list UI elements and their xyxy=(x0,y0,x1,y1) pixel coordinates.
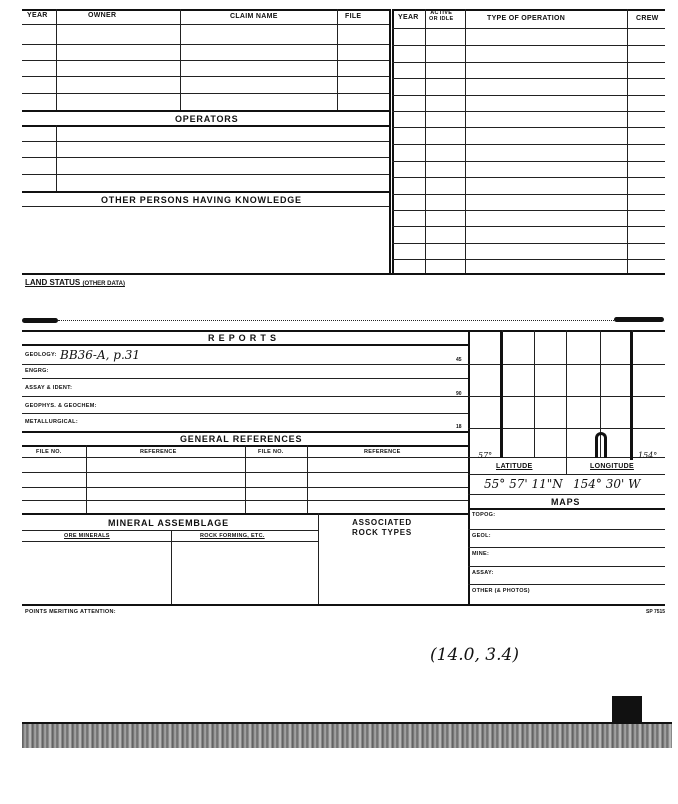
latitude-marker xyxy=(500,332,503,458)
report-code-geology: 45 xyxy=(456,357,462,363)
longitude-value: 154° 30' W xyxy=(573,477,641,491)
mineral-assemblage-heading: MINERAL ASSEMBLAGE xyxy=(108,518,229,528)
land-status-label: LAND STATUS xyxy=(25,278,81,287)
ref-col-reference-2: REFERENCE xyxy=(364,449,401,455)
maps-row-mine: MINE: xyxy=(472,551,490,557)
location-pin-icon xyxy=(595,432,607,458)
maps-row-topog: TOPOG: xyxy=(472,512,496,518)
ops-col-active xyxy=(429,10,453,22)
ops-col-year: YEAR xyxy=(398,14,419,21)
maps-row-assay: ASSAY: xyxy=(472,570,494,576)
ops-col-active-line2: OR IDLE xyxy=(429,16,454,22)
ref-col-file-no-2: FILE NO. xyxy=(258,449,284,455)
associated-line1: ASSOCIATED xyxy=(352,518,412,527)
report-value-geology: BB36-A, p.31 xyxy=(60,348,141,362)
points-meriting-attention: POINTS MERITING ATTENTION: xyxy=(25,609,116,615)
ref-col-reference-1: REFERENCE xyxy=(140,449,177,455)
handwritten-coordinates: (14.0, 3.4) xyxy=(430,645,519,665)
latitude-value: 55° 57' 11"N xyxy=(484,477,563,491)
latitude-label: LATITUDE xyxy=(496,463,533,470)
land-status xyxy=(25,278,125,287)
claims-col-file: FILE xyxy=(345,13,362,20)
longitude-marker xyxy=(630,332,633,460)
general-references-heading: GENERAL REFERENCES xyxy=(180,434,303,444)
reports-heading: R E P O R T S xyxy=(208,333,277,343)
ops-col-crew: CREW xyxy=(636,15,659,22)
lon-corner: 154° xyxy=(638,451,658,460)
report-label-geology: GEOLOGY: xyxy=(25,352,57,358)
land-status-sub: (OTHER DATA) xyxy=(82,281,125,287)
mineral-col-ore: ORE MINERALS xyxy=(64,533,110,539)
form-number: SP 7515 xyxy=(646,609,666,615)
redaction-stroke-left xyxy=(22,318,58,323)
operators-heading: OPERATORS xyxy=(175,114,239,124)
maps-heading: MAPS xyxy=(551,497,581,507)
report-label-engrg: ENGRG: xyxy=(25,368,49,374)
ops-col-type: TYPE OF OPERATION xyxy=(487,15,566,22)
report-code-assay: 90 xyxy=(456,391,462,397)
maps-row-geol: GEOL: xyxy=(472,533,491,539)
associated-rock-types xyxy=(352,518,412,538)
redaction-stroke-right xyxy=(614,317,664,322)
mineral-col-rock: ROCK FORMING, ETC. xyxy=(200,533,265,539)
claims-col-owner: OWNER xyxy=(88,12,117,19)
ref-col-file-no-1: FILE NO. xyxy=(36,449,62,455)
report-label-metallurgical: METALLURGICAL: xyxy=(25,419,78,425)
report-label-geophys: GEOPHYS. & GEOCHEM: xyxy=(25,403,97,409)
lat-corner: 57° xyxy=(478,451,493,460)
ops-col-active-line1: ACTIVE xyxy=(430,10,453,16)
claims-col-claim-name: CLAIM NAME xyxy=(230,13,278,20)
claims-col-year: YEAR xyxy=(27,12,48,19)
associated-line2: ROCK TYPES xyxy=(352,528,413,537)
report-label-assay: ASSAY & IDENT: xyxy=(25,385,73,391)
maps-row-other: OTHER (& PHOTOS) xyxy=(472,588,530,594)
scan-artifact-band xyxy=(22,722,672,748)
longitude-label: LONGITUDE xyxy=(590,463,634,470)
report-code-metallurgical: 18 xyxy=(456,424,462,430)
scan-artifact-block xyxy=(612,696,642,724)
other-persons-heading: OTHER PERSONS HAVING KNOWLEDGE xyxy=(101,195,302,205)
